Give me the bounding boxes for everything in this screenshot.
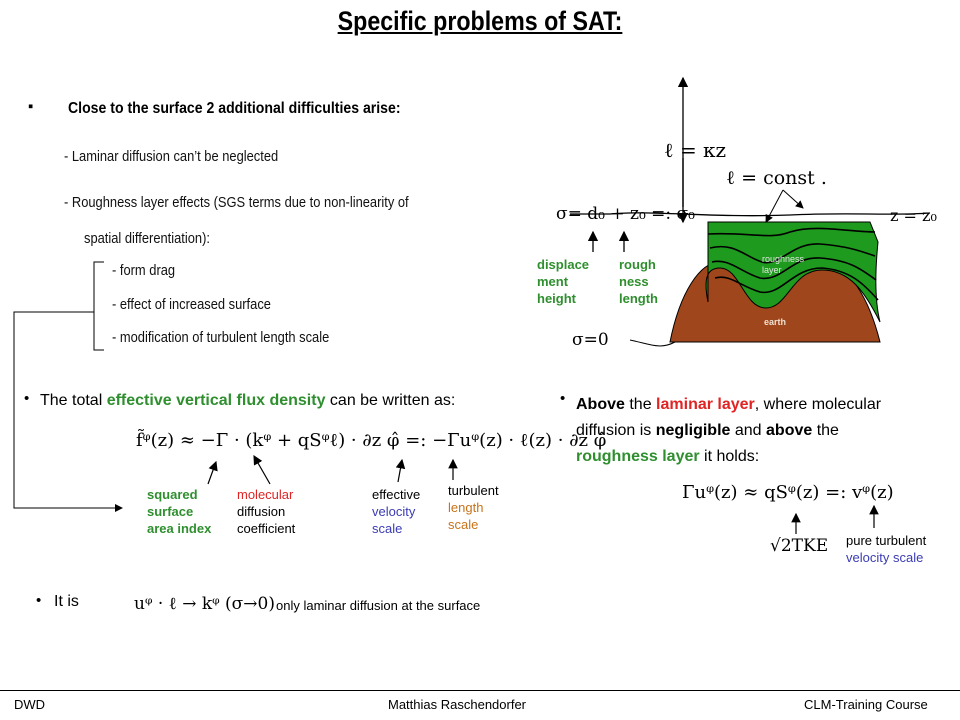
molecular-diffusion-label — [237, 486, 295, 537]
flux-text-post: can be written as: — [325, 392, 456, 409]
pure-turbulent-label — [846, 532, 926, 566]
flux-text-em: effective vertical flux density — [106, 392, 326, 409]
footer-right: CLM-Training Course — [804, 697, 928, 712]
above-l2e: the — [812, 422, 839, 439]
ell-const-formula: ℓ = const . — [726, 167, 827, 189]
subitem-increased-surface: - effect of increased surface — [112, 296, 271, 313]
bullet-dot-icon-3: • — [36, 592, 42, 609]
footer-divider — [0, 690, 960, 691]
above-l2a: diffusion is — [576, 422, 656, 439]
above-w3: laminar layer — [656, 396, 755, 413]
subitem-turbulent-length: - modification of turbulent length scale — [112, 329, 330, 346]
above-w4: , where molecular — [754, 396, 882, 413]
pure-word: pure turbulent — [846, 533, 927, 548]
item-roughness-layer: - Roughness layer effects (SGS terms due to non-linearity of — [64, 194, 409, 211]
laminar-note: only laminar diffusion at the surface — [276, 598, 481, 613]
squared-surface-label: squared surface area index — [147, 487, 212, 536]
flux-equation: f̃ᵠ(z) ≈ −Γ · (kᵠ + qSᵠℓ) · ∂z φ̂ =: −Γuᵠ(z) · ℓ(z) · ∂z φ̂ — [136, 430, 607, 451]
sigma-zero-formula: σ=0 — [572, 330, 609, 350]
bullet-surface-difficulties: Close to the surface 2 additional difficulties arise: — [68, 100, 401, 117]
effective-velocity-label — [372, 486, 420, 537]
above-l3b: it holds: — [699, 448, 760, 465]
effective-word: effective — [372, 487, 421, 502]
bullet-dot-icon: • — [24, 390, 30, 407]
bullet-dot-icon-2: • — [560, 390, 566, 407]
turbulent-length-label — [448, 482, 499, 533]
item-roughness-layer-cont: spatial differentiation): — [84, 230, 210, 247]
above-l2b: negligible — [655, 422, 731, 439]
turbulent-word: turbulent — [448, 483, 499, 498]
subitem-form-drag: - form drag — [112, 262, 176, 279]
displacement-height-label: displace ment height — [537, 257, 590, 306]
turbulent-rest: length scale — [448, 500, 484, 532]
limit-equation: uᵠ · ℓ → kᵠ (σ→0) — [134, 594, 275, 614]
footer-left: DWD — [14, 697, 46, 712]
molecular-rest: diffusion coefficient — [237, 504, 296, 536]
sigma-formula: σ= d₀ + z₀ =: σ₀ — [556, 204, 695, 224]
above-w1: Above — [576, 396, 625, 413]
turbulent-velocity-equation: Γuᵠ(z) ≈ qSᵠ(z) =: vᵠ(z) — [682, 482, 894, 503]
earth-label: earth — [764, 317, 787, 327]
z-z0-formula: z = z₀ — [890, 206, 937, 225]
it-is-text: It is — [54, 593, 79, 610]
effective-rest: velocity scale — [372, 504, 416, 536]
above-l2c: and — [730, 422, 767, 439]
above-l3a: roughness layer — [576, 448, 700, 465]
footer-center: Matthias Raschendorfer — [388, 697, 527, 712]
above-laminar-text — [576, 392, 881, 470]
square-bullet-icon: ▪ — [28, 98, 34, 115]
ell-kz-formula: ℓ = κz — [664, 138, 727, 162]
roughness-length-label: rough ness length — [619, 257, 658, 306]
above-w2: the — [624, 396, 657, 413]
above-l2d: above — [766, 422, 813, 439]
pure-rest: velocity scale — [846, 550, 924, 565]
item-laminar-diffusion: - Laminar diffusion can’t be neglected — [64, 148, 279, 165]
flux-text-pre: The total — [40, 392, 107, 409]
sqrt-tke-formula: √2TKE — [770, 536, 829, 556]
roughness-layer-label: roughness layer — [762, 254, 805, 275]
page-title: Specific problems of SAT: — [337, 6, 623, 36]
molecular-word: molecular — [237, 487, 294, 502]
